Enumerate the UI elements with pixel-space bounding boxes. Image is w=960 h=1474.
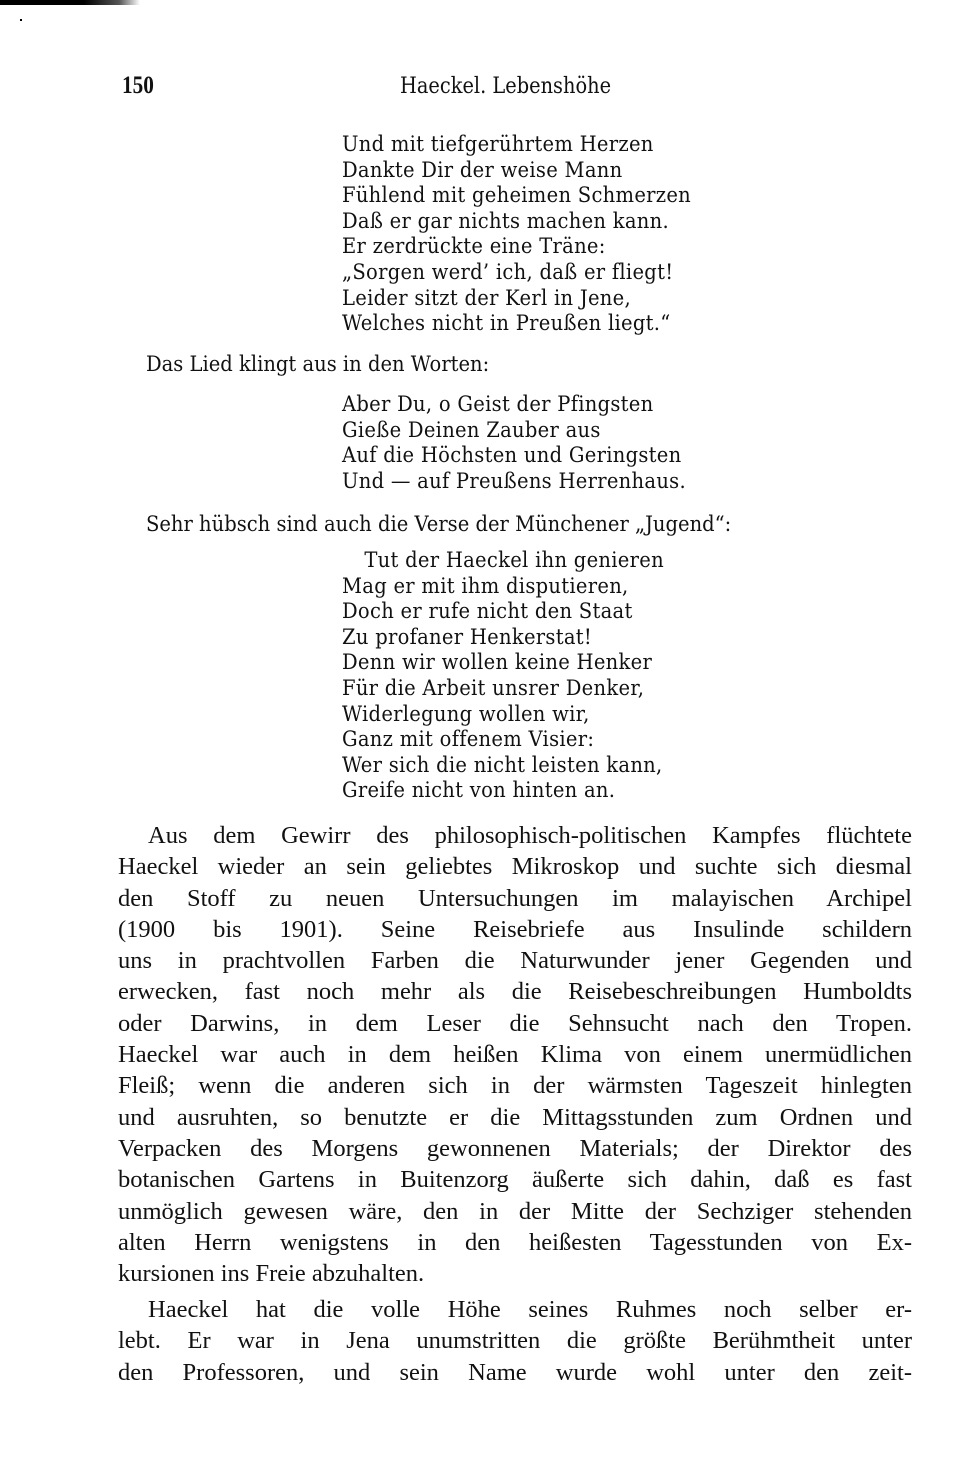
verse-line: Doch er rufe nicht den Staat	[342, 599, 633, 624]
verse-block-2	[342, 392, 712, 494]
text-line: kursionen ins Freie abzuhalten.	[118, 1260, 425, 1288]
text-line: den Professoren, und sein Name wurde wohl unter den zeit-	[118, 1358, 912, 1386]
verse-line: Welches nicht in Preußen liegt.“	[342, 311, 671, 336]
verse-line: Auf die Höchsten und Geringsten	[342, 443, 682, 468]
verse-line: Mag er mit ihm disputieren,	[342, 573, 629, 598]
text-line: lebt. Er war in Jena unumstritten die größte Berühmtheit unter	[118, 1327, 912, 1355]
verse-line: Fühlend mit geheimen Schmerzen	[342, 183, 692, 208]
verse-line: Widerlegung wollen wir,	[342, 701, 590, 726]
text-line: (1900 bis 1901). Seine Reisebriefe aus Insulinde schildern	[118, 915, 912, 943]
verse-block-3	[342, 548, 688, 804]
page-header	[0, 72, 960, 106]
verse-line: Wer sich die nicht leisten kann,	[342, 752, 663, 777]
verse-block-1	[342, 132, 717, 337]
text-line: Fleiß; wenn die anderen sich in der wärmsten Tageszeit hinlegten	[118, 1072, 912, 1100]
verse-line: Dankte Dir der weise Mann	[342, 157, 623, 182]
text-line: Aus dem Gewirr des philosophisch-politischen Kampfes flüchtete	[148, 822, 912, 849]
text-line: unmöglich gewesen wäre, den in der Mitte der Sechziger stehenden	[118, 1197, 912, 1225]
page-number: 150	[122, 72, 154, 99]
body-paragraph-1	[118, 820, 912, 1289]
verse-line: Und mit tiefgerührtem Herzen	[342, 132, 654, 156]
text-line: oder Darwins, in dem Leser die Sehnsucht nach den Tropen.	[118, 1009, 912, 1037]
text-line: und ausruhten, so benutzte er die Mittagsstunden zum Ordnen und	[118, 1103, 912, 1131]
verse-line: Tut der Haeckel ihn genieren	[364, 548, 664, 572]
text-line: alten Herrn wenigstens in den heißesten Tagesstunden von Ex-	[118, 1228, 912, 1256]
verse-line: Gieße Deinen Zauber aus	[342, 417, 601, 442]
text-line: Haeckel war auch in dem heißen Klima von einem unermüdlichen	[118, 1041, 912, 1069]
text-line: den Stoff zu neuen Untersuchungen im malayischen Archipel	[118, 884, 912, 912]
running-head: Haeckel. Lebenshöhe	[400, 74, 612, 99]
text-line: botanischen Gartens in Buitenzorg äußerte sich dahin, daß es fast	[118, 1166, 912, 1194]
verse-line: „Sorgen werd’ ich, daß er fliegt!	[342, 259, 674, 284]
verse-line: Und — auf Preußens Herrenhaus.	[342, 468, 686, 493]
text-line: uns in prachtvollen Farben die Naturwunder jener Gegenden und	[118, 947, 912, 975]
verse-line: Daß er gar nichts machen kann.	[342, 208, 670, 233]
verse-line: Ganz mit offenem Visier:	[342, 727, 595, 752]
verse-line: Greife nicht von hinten an.	[342, 778, 616, 803]
text-line: erwecken, fast noch mehr als die Reisebeschreibungen Humboldts	[118, 978, 912, 1006]
verse-line: Er zerdrückte eine Träne:	[342, 234, 606, 259]
text-line: Haeckel wieder an sein geliebtes Mikroskop und suchte sich diesmal	[118, 853, 912, 881]
verse-line: Aber Du, o Geist der Pfingsten	[342, 392, 654, 416]
text-line: Verpacken des Morgens gewonnenen Materials; der Direktor des	[118, 1134, 912, 1162]
verse-intro-1: Das Lied klingt aus in den Worten:	[146, 352, 490, 376]
verse-line: Zu profaner Henkerstat!	[342, 624, 593, 649]
verse-line: Leider sitzt der Kerl in Jene,	[342, 285, 631, 310]
text-line: Haeckel hat die volle Höhe seines Ruhmes noch selber er-	[148, 1296, 912, 1323]
body-paragraph-2	[118, 1294, 912, 1388]
verse-intro-2: Sehr hübsch sind auch die Verse der Münchener „Jugend“:	[146, 512, 732, 536]
verse-line: Denn wir wollen keine Henker	[342, 650, 653, 675]
verse-line: Für die Arbeit unsrer Denker,	[342, 675, 645, 700]
